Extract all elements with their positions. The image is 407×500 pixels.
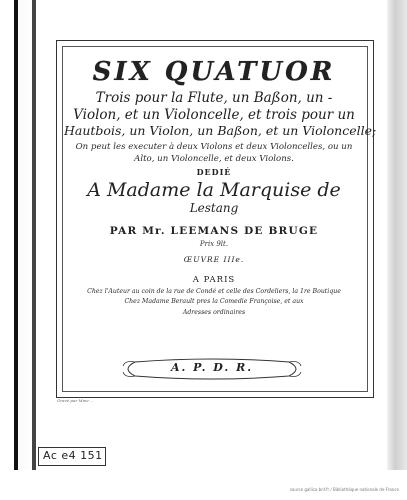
page-right-edge (387, 0, 407, 500)
composer-name: PAR Mr. LEEMANS DE BRUGE (109, 224, 319, 237)
publication-place: A PARIS (192, 274, 236, 285)
binding-edge (0, 0, 34, 500)
page-bottom-edge (0, 470, 407, 500)
work-title: SIX QUATUOR (92, 57, 336, 87)
alternate-line: On peut les executer à deux Violons et deux Violoncelles, ou un (75, 141, 353, 152)
dedicatee (64, 180, 364, 216)
dedicatee-line: A Madame la Marquise de (87, 178, 341, 201)
address-line: Chez l'Auteur au coin de la rue de Condé et celle des Cordeliers, la 1re Boutique (87, 287, 341, 295)
title-block (64, 57, 377, 318)
scoring-description (64, 90, 377, 140)
publisher-address (64, 287, 364, 319)
privilege-cartouche (117, 358, 307, 380)
opus-number: ŒUVRE IIIe. (183, 254, 245, 264)
alternate-line: Alto, un Violoncelle, et deux Violons. (134, 153, 294, 164)
library-watermark: source gallica.bnf.fr / Bibliothèque nationale de France (289, 487, 399, 492)
dedicatee-line: Lestang (189, 200, 239, 215)
address-line: Adresses ordinaires (182, 308, 246, 316)
privilege-text: A. P. D. R. (170, 361, 254, 374)
scoring-line: Trois pour la Flute, un Baßon, un - (95, 90, 333, 106)
shelfmark-label (38, 447, 106, 466)
scoring-line: Violon, et un Violoncelle, et trois pour un (73, 106, 355, 123)
address-line: Chez Madame Berault pres la Comedie Françoise, et aux (124, 298, 304, 305)
engraver-credit: Gravé par Mme ... (57, 398, 94, 403)
shelfmark-text: Ac e4 151 (43, 449, 103, 462)
dedication-label: DEDIÉ (196, 166, 232, 177)
price: Prix 9lt. (199, 239, 229, 248)
alternate-scoring (64, 141, 364, 165)
scoring-line: Hautbois, un Violon, un Baßon, et un Violoncelle; (64, 123, 377, 138)
